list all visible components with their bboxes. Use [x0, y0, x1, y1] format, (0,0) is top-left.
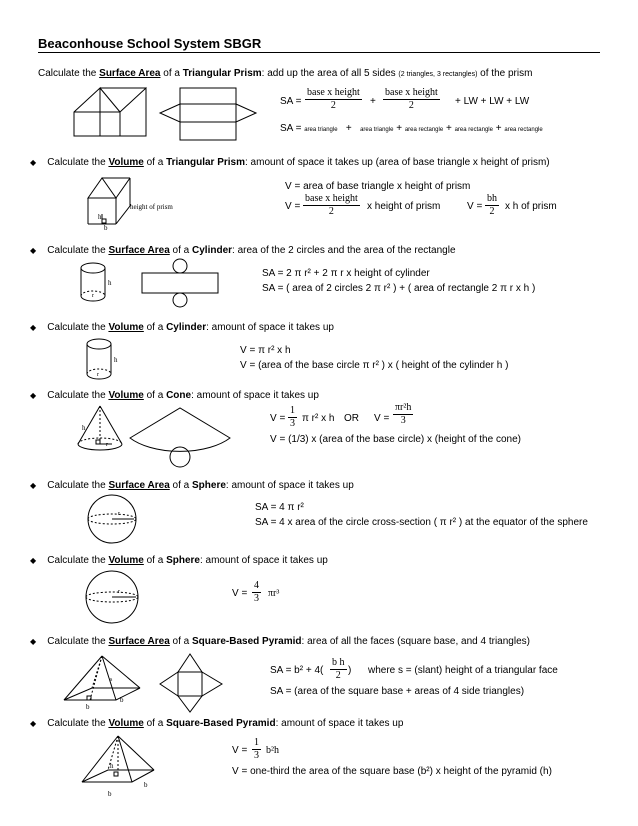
sa-prism-fraction-1: base x height 2: [307, 87, 360, 111]
sa-sphere-line2: SA = 4 x area of the circle cross-section ( π r² ) at the equator of the sphere: [255, 517, 588, 528]
vol-cylinder-line2: V = (area of the base circle π r² ) x ( height of the cylinder h ): [240, 360, 509, 371]
sphere-sa-diagram: [80, 494, 144, 544]
or-text: OR: [344, 413, 359, 424]
section-vol-cone-heading: ◆ Calculate the Volume of a Cone: amount of space it takes up: [30, 390, 319, 401]
label-r: r: [118, 511, 120, 517]
label-r: r: [118, 589, 120, 595]
vol-sphere-post: πr³: [268, 588, 280, 599]
label-r: r: [106, 442, 108, 448]
label-h: h: [82, 424, 86, 432]
label-h: h: [114, 356, 118, 364]
plus-sign: +: [370, 96, 376, 107]
label-h: h: [110, 762, 114, 770]
vol-sphere-lhs: V =: [232, 588, 248, 599]
sphere-volume-diagram: [80, 570, 144, 624]
section-vol-cylinder-heading: ◆ Calculate the Volume of a Cylinder: amount of space it takes up: [30, 322, 334, 333]
vol-cone-lhs: V =: [270, 413, 286, 424]
triangular-prism-net-diagram: [158, 86, 258, 144]
section-sa-pyramid-heading: ◆ Calculate the Surface Area of a Square-Based Pyramid: area of all the faces (square base, and 4 triangles): [30, 636, 530, 647]
sa-pyramid-fraction: $\frac{\text{b h}}{2}$: [332, 657, 345, 681]
vol-prism-line1: V = area of base triangle x height of prism: [285, 181, 471, 192]
vol-prism-fraction-2: $\frac{bh}{2}$: [487, 193, 497, 217]
label-b: b: [104, 224, 108, 232]
vol-pyramid-post: b²h: [266, 745, 279, 756]
vol-cone-line2: V = (1/3) x (area of the base circle) x (height of the cone): [270, 434, 521, 445]
label-height-of-prism: height of prism: [130, 203, 173, 211]
page-title: Beaconhouse School System SBGR: [38, 36, 262, 51]
section-sa-triangular-prism-heading: Calculate the Surface Area of a Triangular Prism: add up the area of all 5 sides (2 triangles, 3 rectangles) of the prism: [38, 68, 533, 79]
vol-sphere-fraction: $\frac{4}{3}$: [254, 580, 259, 604]
vol-cone-fraction-1: $\frac{1}{3}$: [290, 405, 295, 429]
label-r: r: [92, 293, 94, 299]
sa-prism-formula-lhs: SA =: [280, 96, 302, 107]
cylinder-net-diagram: [140, 258, 220, 308]
section-sa-cylinder-heading: ◆ Calculate the Surface Area of a Cylinder: area of the 2 circles and the area of the rectangle: [30, 245, 456, 256]
sa-sphere-line1: SA = 4 π r²: [255, 502, 304, 513]
sa-prism-formula-rest: + LW + LW + LW: [455, 96, 530, 107]
cone-net-diagram: [128, 404, 232, 470]
label-r: r: [97, 372, 99, 378]
vol-cylinder-line1: V = π r² x h: [240, 345, 291, 356]
cylinder-diagram: [80, 262, 110, 304]
vol-prism-post: x h of prism: [505, 201, 557, 212]
sa-pyramid-note: where s = (slant) height of a triangular face: [368, 665, 558, 676]
triangular-prism-diagram: [72, 86, 152, 142]
cylinder-volume-diagram: [86, 338, 116, 382]
label-h: h: [108, 279, 112, 287]
sa-prism-formula-words: SA = area triangle + area triangle + area rectangle + area rectangle + area rectangle: [280, 123, 543, 134]
label-b: b: [120, 696, 124, 704]
pyramid-net-diagram: [156, 652, 226, 714]
vol-cone-mid: π r² x h: [302, 413, 335, 424]
vol-prism-lhs: V =: [285, 201, 301, 212]
title-divider: [38, 52, 600, 53]
sa-cylinder-line1: SA = 2 π r² + 2 π r x height of cylinder: [262, 268, 430, 279]
vol-cone-fraction-2: $\frac{\text{πr²h}}{3}$: [395, 402, 412, 426]
vol-prism-mid: x height of prism: [367, 201, 441, 212]
vol-prism-lhs-2: V =: [467, 201, 483, 212]
vol-pyramid-line2: V = one-third the area of the square base (b²) x height of the pyramid (h): [232, 766, 552, 777]
sa-cylinder-line2: SA = ( area of 2 circles 2 π r² ) + ( area of rectangle 2 π r x h ): [262, 283, 536, 294]
label-b: b: [86, 703, 90, 711]
label-b: b: [144, 781, 148, 789]
section-vol-sphere-heading: ◆ Calculate the Volume of a Sphere: amount of space it takes up: [30, 555, 328, 566]
label-s: s: [110, 677, 113, 683]
vol-pyramid-fraction: $\frac{1}{3}$: [254, 737, 259, 761]
sa-pyramid-line2: SA = (area of the square base + areas of 4 side triangles): [270, 686, 525, 697]
vol-prism-fraction: base x height 2: [305, 193, 358, 217]
label-b: b: [108, 790, 112, 798]
label-h: h: [98, 213, 102, 221]
vol-pyramid-lhs: V =: [232, 745, 248, 756]
sa-prism-fraction-2: base x height 2: [385, 87, 438, 111]
section-sa-sphere-heading: ◆ Calculate the Surface Area of a Sphere: amount of space it takes up: [30, 480, 354, 491]
pyramid-sa-diagram: [60, 654, 144, 708]
vol-cone-lhs-2: V =: [374, 413, 390, 424]
section-vol-triangular-prism-heading: ◆ Calculate the Volume of a Triangular Prism: amount of space it takes up (area of base triangle x height of prism): [30, 157, 550, 168]
sa-pyramid-close: ): [348, 665, 352, 676]
sa-pyramid-lhs: SA = b² + 4(: [270, 665, 324, 676]
section-vol-pyramid-heading: ◆ Calculate the Volume of a Square-Based Pyramid: amount of space it takes up: [30, 718, 404, 729]
